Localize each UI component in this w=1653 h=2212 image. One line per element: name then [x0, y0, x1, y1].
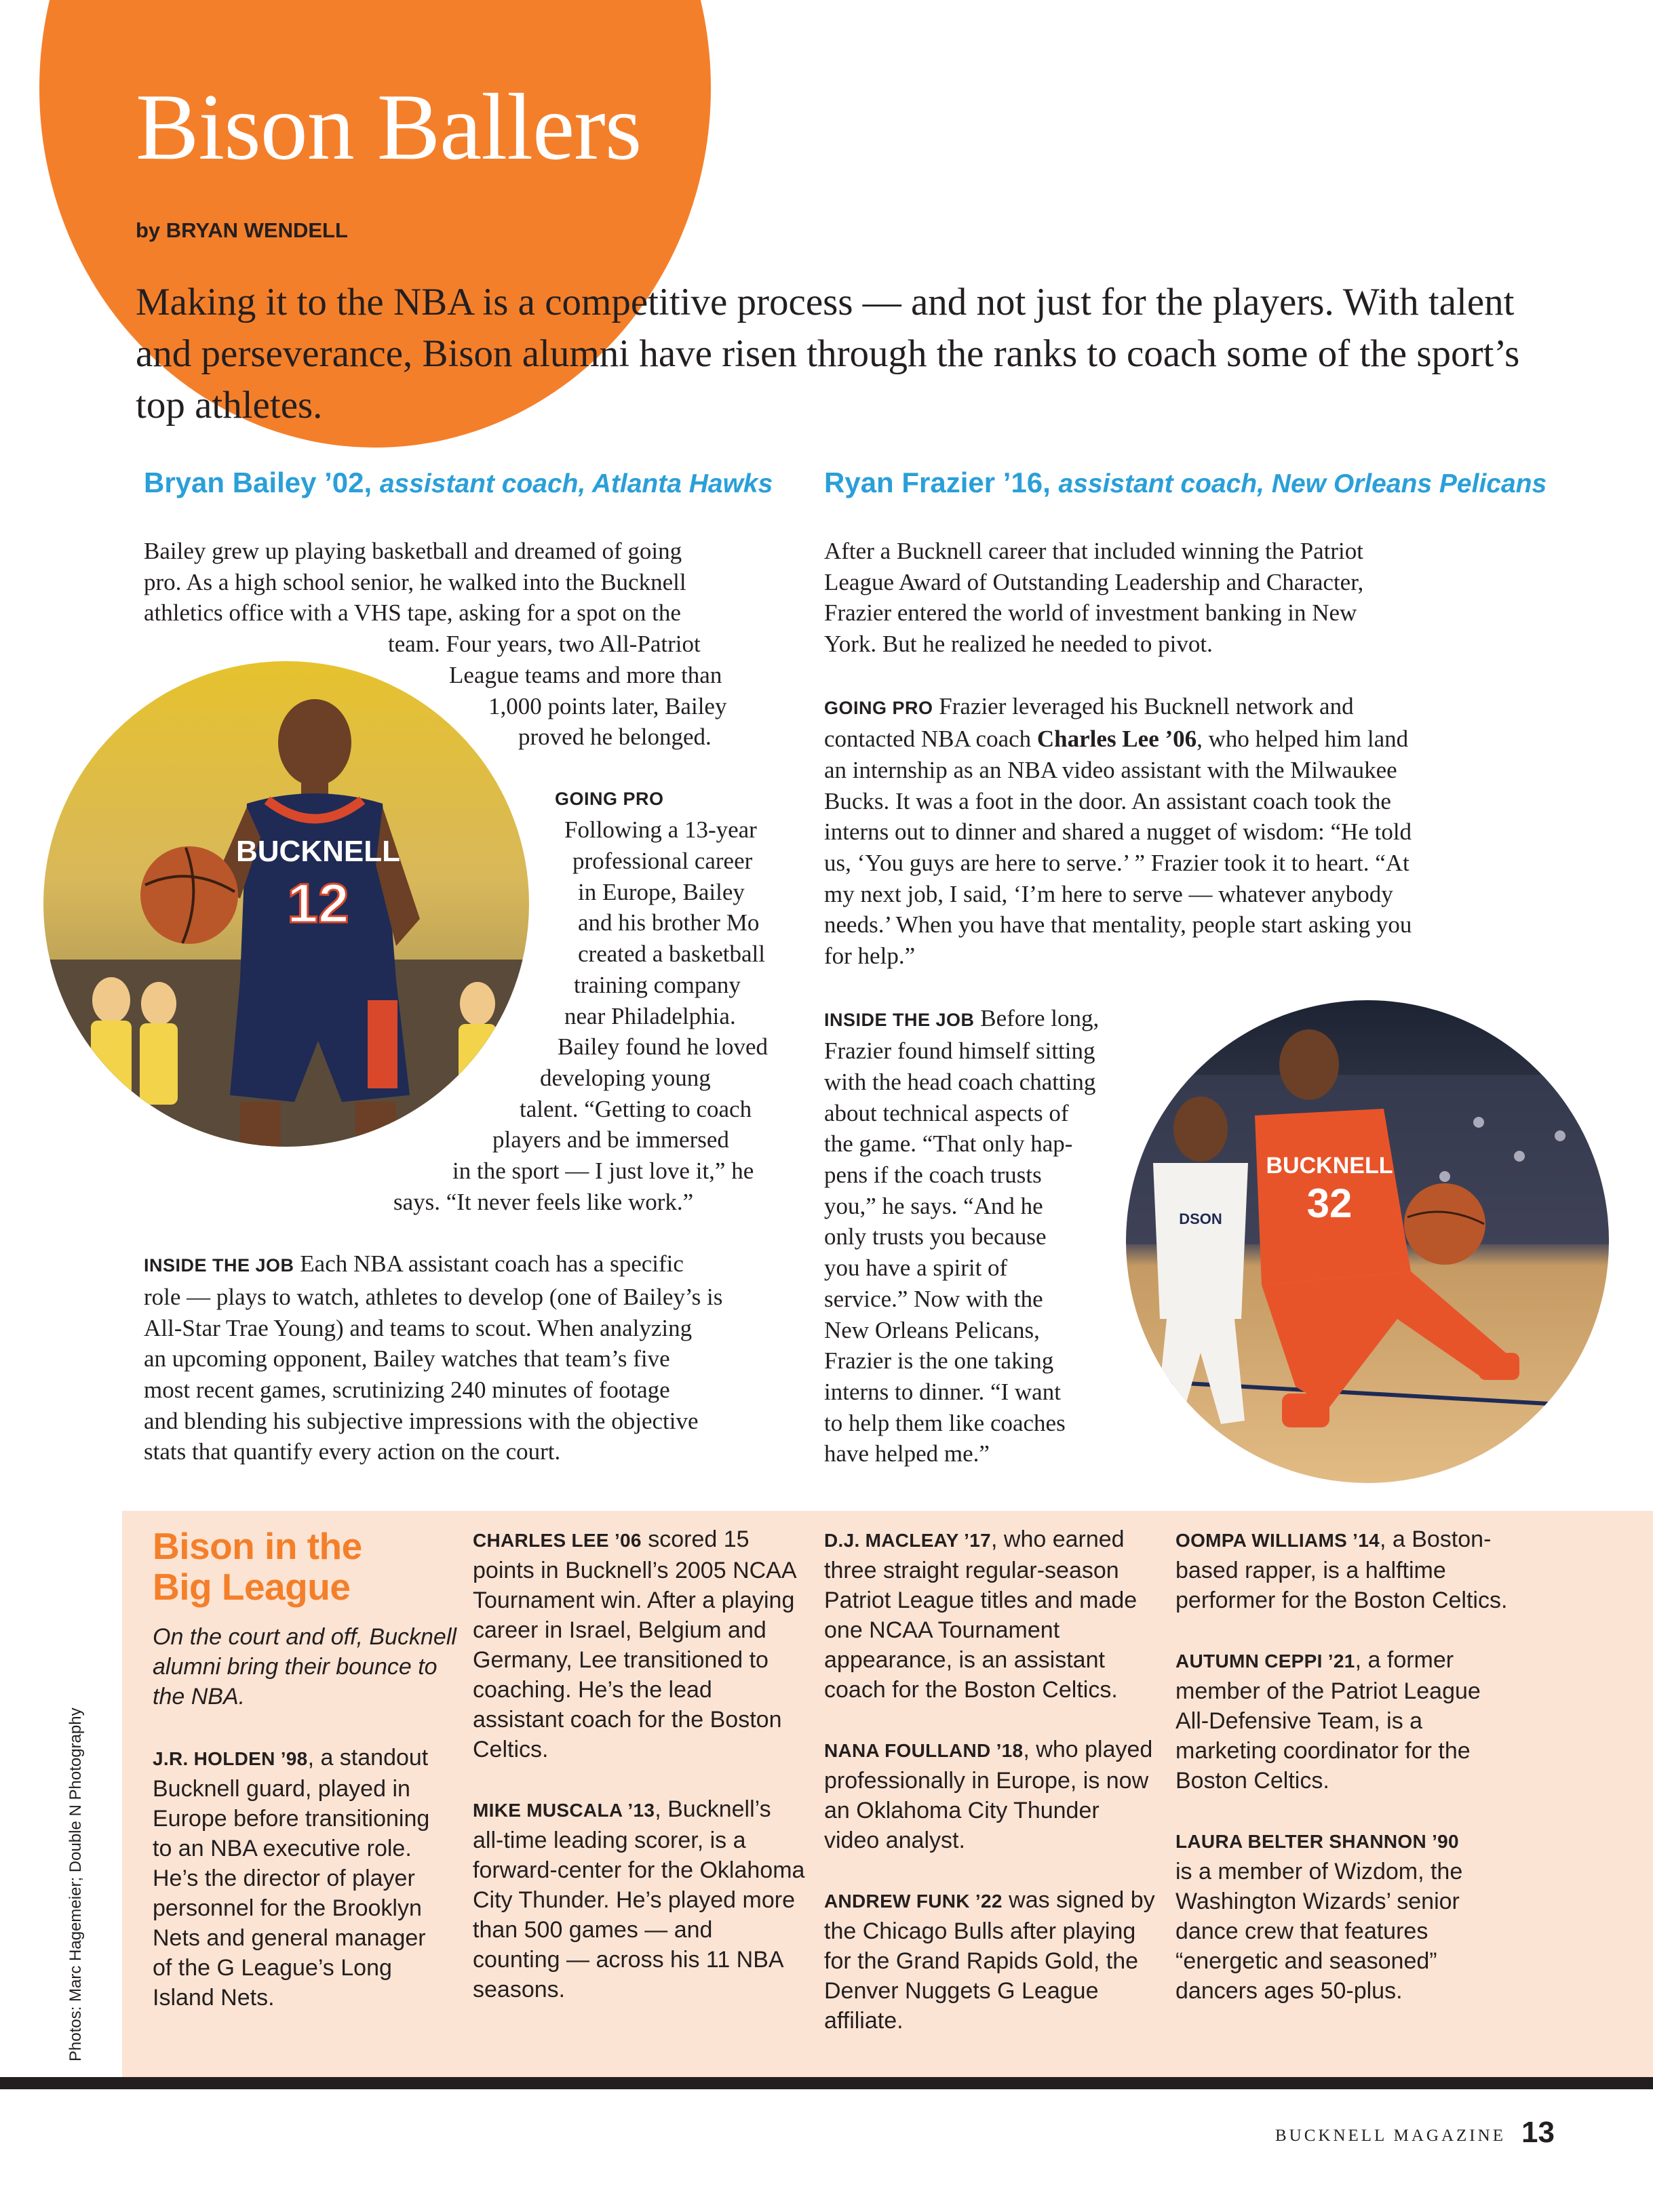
left-profile-heading	[144, 467, 773, 499]
body-line	[824, 724, 1516, 755]
body-line: professional career	[572, 848, 753, 875]
body-line: team. Four years, two All-Patriot	[388, 631, 701, 658]
sidebar-title-line: Big League	[153, 1566, 351, 1608]
sidebar-title	[153, 1526, 465, 1607]
body-line: talent. “Getting to coach	[520, 1095, 752, 1122]
photo-credit: Photos: Marc Hagemeier; Double N Photography	[66, 1707, 85, 2061]
alumni-description: , Bucknell’s all-time leading scorer, is a forward-center for the Oklahoma City Thunder. He’s played more than 500 games — and counting — across his 11 NBA seasons.	[473, 1796, 805, 2002]
body-line: have helped me.”	[824, 1440, 990, 1467]
body-line: developing young	[540, 1064, 711, 1091]
body-line: service.” Now with the	[824, 1285, 1043, 1312]
footer-magazine-name: BUCKNELL MAGAZINE	[1275, 2127, 1506, 2145]
bailey-photo	[43, 661, 529, 1147]
body-text-span: Frazier leveraged his Bucknell network and	[939, 692, 1354, 719]
alumni-name: CHARLES LEE ’06	[473, 1530, 642, 1551]
right-inside-kicker: INSIDE THE JOB	[824, 1009, 975, 1030]
alumni-name: LAURA BELTER SHANNON ’90	[1175, 1831, 1459, 1852]
page-number: 13	[1521, 2116, 1555, 2149]
body-line: role — plays to watch, athletes to develop (one of Bailey’s is	[144, 1283, 723, 1310]
charles-lee-mention: Charles Lee ’06	[1036, 726, 1197, 753]
body-line: needs.’ When you have that mentality, people start asking you	[824, 911, 1412, 939]
body-line: interns to dinner. “I want	[824, 1378, 1061, 1405]
body-text-span: , who helped him land	[1197, 726, 1409, 753]
alumni-name: OOMPA WILLIAMS ’14	[1175, 1530, 1380, 1551]
body-line: with the head coach chatting	[824, 1068, 1096, 1095]
sidebar-title-line: Bison in the	[153, 1525, 362, 1567]
alumni-description: scored 15 points in Bucknell’s 2005 NCAA Tournament win. After a playing career in Israel, Belgium and Germany, Lee transitioned to coaching. He’s the lead assistant coach for the Boston Celtics.	[473, 1526, 796, 1762]
alumni-name: J.R. HOLDEN ’98	[153, 1748, 308, 1769]
alumni-description: is a member of Wizdom, the Washington Wizards’ senior dance crew that features “energetic and seasoned” dancers ages 50-plus.	[1175, 1859, 1463, 2004]
body-line: my next job, I said, ‘I’m here to serve — whatever anybody	[824, 880, 1393, 907]
svg-text:DSON: DSON	[1179, 1210, 1222, 1227]
bailey-jersey-number: 12	[287, 873, 349, 934]
alumni-entry	[824, 1885, 1156, 2036]
body-line: pro. As a high school senior, he walked into the Bucknell	[144, 568, 686, 595]
byline: by BRYAN WENDELL	[136, 218, 348, 242]
article-dek: Making it to the NBA is a competitive process — and not just for the players. With talent and perseverance, Bison alumni have risen through the ranks to coach some of the sport’s top athletes.	[136, 281, 1520, 427]
right-profile-name: Ryan Frazier ’16,	[824, 467, 1051, 498]
body-line: All-Star Trae Young) and teams to scout. When analyzing	[144, 1314, 693, 1341]
alumni-description: , who earned three straight regular-season Patriot League titles and made one NCAA Tournament appearance, is an assistant coach for the Boston Celtics.	[824, 1526, 1137, 1703]
body-line: the game. “That only hap-	[824, 1130, 1073, 1158]
sidebar-column-1	[153, 1743, 451, 2013]
alumni-name: ANDREW FUNK ’22	[824, 1891, 1003, 1912]
body-line: you have a spirit of	[824, 1255, 1008, 1282]
body-text-span: contacted NBA coach	[824, 726, 1037, 753]
body-line: Frazier entered the world of investment banking in New	[824, 599, 1357, 627]
body-line: interns out to dinner and shared a nugget of wisdom: “He told	[824, 818, 1412, 846]
body-line: and his brother Mo	[578, 909, 760, 936]
alumni-description: , who played professionally in Europe, is now an Oklahoma City Thunder video analyst.	[824, 1737, 1153, 1853]
alumni-entry	[153, 1743, 451, 2013]
alumni-entry	[1175, 1825, 1515, 1857]
body-line: players and be immersed	[492, 1126, 729, 1153]
alumni-name: D.J. MACLEAY ’17	[824, 1530, 991, 1551]
body-line: pens if the coach trusts	[824, 1162, 1042, 1189]
body-line: stats that quantify every action on the court.	[144, 1438, 561, 1465]
alumni-description: was signed by the Chicago Bulls after playing for the Grand Rapids Gold, the Denver Nuggets G League affiliate.	[824, 1887, 1155, 2034]
alumni-description: , a standout Bucknell guard, played in Europe before transitioning to an NBA executive role. He’s the director of player personnel for the Brooklyn Nets and general manager of the G League’s Long Island Nets.	[153, 1745, 430, 2011]
frazier-jersey-text: BUCKNELL	[1266, 1153, 1393, 1179]
body-line: in Europe, Bailey	[578, 878, 745, 905]
frazier-photo-illustration	[1126, 1000, 1609, 1483]
body-line: Frazier is the one taking	[824, 1347, 1054, 1375]
alumni-name: AUTUMN CEPPI ’21	[1175, 1651, 1355, 1672]
left-profile-role: assistant coach, Atlanta Hawks	[379, 469, 773, 498]
left-inside-kicker: INSIDE THE JOB	[144, 1255, 294, 1276]
body-line: an internship as an NBA video assistant with the Milwaukee	[824, 756, 1397, 783]
frazier-jersey-number: 32	[1306, 1181, 1353, 1226]
sidebar-column-3	[824, 1524, 1156, 2036]
body-line: says. “It never feels like work.”	[393, 1188, 694, 1215]
body-line: training company	[574, 971, 741, 998]
body-text-span: Each NBA assistant coach has a specific	[300, 1250, 684, 1278]
body-line: about technical aspects of	[824, 1099, 1069, 1126]
body-line: only trusts you because	[824, 1223, 1047, 1250]
body-line: an upcoming opponent, Bailey watches that team’s five	[144, 1345, 670, 1372]
body-line: Bucks. It was a foot in the door. An assistant coach took the	[824, 787, 1391, 814]
body-line: Frazier found himself sitting	[824, 1038, 1095, 1065]
footer-rule	[0, 2077, 1653, 2089]
body-line: League Award of Outstanding Leadership and Character,	[824, 568, 1364, 595]
alumni-name: MIKE MUSCALA ’13	[473, 1800, 655, 1821]
alumni-description: , a former member of the Patriot League All-Defensive Team, is a marketing coordinator for the Boston Celtics.	[1175, 1647, 1481, 1794]
alumni-entry	[1175, 1645, 1515, 1796]
alumni-entry	[824, 1524, 1156, 1705]
body-line: proved he belonged.	[518, 724, 712, 751]
body-line: created a basketball	[578, 941, 765, 968]
article-title: Bison Ballers	[136, 75, 642, 180]
bailey-jersey-text: BUCKNELL	[236, 835, 400, 868]
body-line: in the sport — I just love it,” he	[452, 1158, 754, 1185]
body-text-span: Before long,	[980, 1004, 1100, 1031]
right-profile-heading	[824, 467, 1547, 499]
alumni-name: NANA FOULLAND ’18	[824, 1740, 1024, 1761]
right-profile-role: assistant coach, New Orleans Pelicans	[1058, 469, 1547, 498]
body-line: and blending his subjective impressions with the objective	[144, 1407, 699, 1434]
body-line: near Philadelphia.	[564, 1002, 736, 1029]
frazier-photo	[1126, 1000, 1609, 1483]
body-line: Bailey grew up playing basketball and dreamed of going	[144, 538, 682, 564]
body-line: Bailey found he loved	[558, 1033, 769, 1061]
body-line: us, ‘You guys are here to serve.’ ” Frazier took it to heart. “At	[824, 850, 1409, 877]
alumni-entry	[473, 1524, 805, 1764]
alumni-entry	[473, 1794, 805, 2004]
body-line: New Orleans Pelicans,	[824, 1316, 1040, 1343]
body-line: 1,000 points later, Bailey	[488, 692, 727, 719]
left-going-pro-kicker: GOING PRO	[555, 788, 664, 809]
body-line: athletics office with a VHS tape, asking for a spot on the	[144, 599, 681, 627]
body-line	[824, 691, 1516, 724]
body-line: most recent games, scrutinizing 240 minutes of footage	[144, 1376, 670, 1403]
body-line: to help them like coaches	[824, 1409, 1066, 1436]
sidebar-intro: On the court and off, Bucknell alumni bring their bounce to the NBA.	[153, 1624, 456, 1710]
body-line	[144, 1248, 809, 1282]
sidebar-column-4	[1175, 1524, 1515, 2006]
right-going-pro-kicker: GOING PRO	[824, 697, 933, 718]
alumni-entry	[1175, 1524, 1515, 1615]
body-line: for help.”	[824, 943, 916, 970]
alumni-entry	[824, 1735, 1156, 1855]
body-line: League teams and more than	[449, 661, 722, 688]
alumni-description: , a Boston-based rapper, is a halftime performer for the Boston Celtics.	[1175, 1526, 1508, 1613]
sidebar-column-2	[473, 1524, 805, 2004]
body-line: After a Bucknell career that included winning the Patriot	[824, 538, 1364, 564]
left-profile-name: Bryan Bailey ’02,	[144, 467, 372, 498]
body-line: York. But he realized he needed to pivot.	[824, 631, 1213, 658]
body-line: you,” he says. “And he	[824, 1192, 1043, 1219]
bailey-photo-illustration	[43, 661, 529, 1147]
body-line: Following a 13-year	[564, 816, 757, 844]
